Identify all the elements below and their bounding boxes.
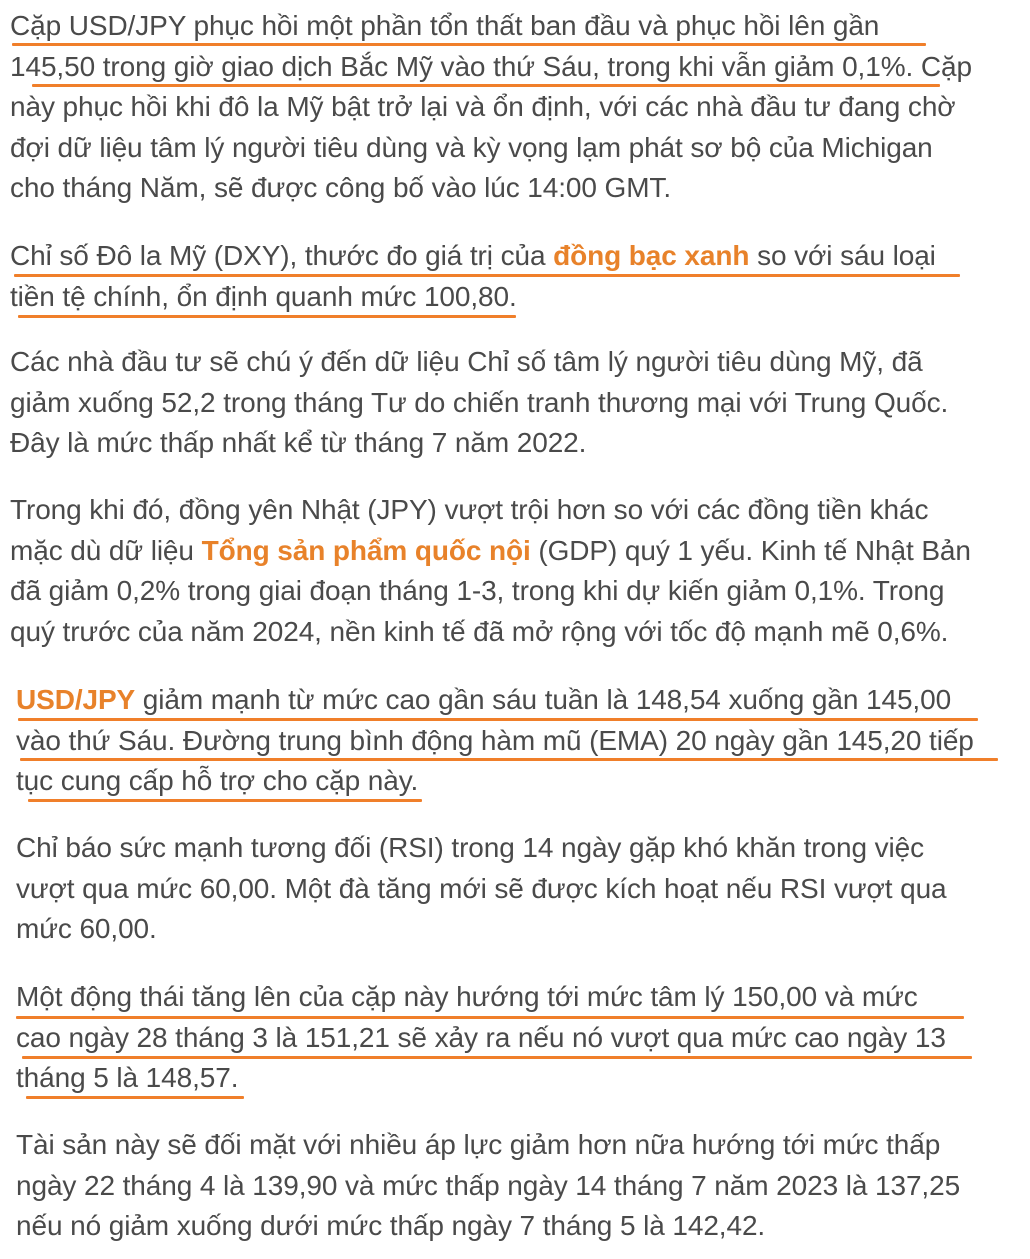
- text-line: [16, 680, 974, 721]
- text-line: vượt qua mức 60,00. Một đà tăng mới sẽ được kích hoạt nếu RSI vượt qua: [16, 872, 947, 904]
- text-segment: mặc dù dữ liệu: [10, 534, 202, 566]
- annotation-underline: [32, 84, 940, 87]
- text-line: Một động thái tăng lên của cặp này hướng tới mức tâm lý 150,00 và mức: [16, 981, 918, 1012]
- text-line: vào thứ Sáu. Đường trung bình động hàm mũ (EMA) 20 ngày gần 145,20 tiếp: [16, 724, 974, 756]
- annotation-underline: [20, 758, 998, 761]
- text-line: này phục hồi khi đô la Mỹ bật trở lại và ổn định, với các nhà đầu tư đang chờ: [10, 91, 956, 122]
- link-usdjpy[interactable]: USD/JPY: [16, 684, 136, 715]
- text-line: tục cung cấp hỗ trợ cho cặp này.: [16, 765, 419, 796]
- link-tong-san-pham-quoc-noi[interactable]: Tổng sản phẩm quốc nội: [201, 534, 531, 566]
- paragraph-usdjpy-technical: [16, 680, 974, 802]
- text-segment: so với sáu loại: [749, 240, 936, 271]
- annotation-underline: [26, 1096, 244, 1099]
- paragraph-jpy-gdp: [10, 490, 971, 652]
- text-line: Các nhà đầu tư sẽ chú ý đến dữ liệu Chỉ số tâm lý người tiêu dùng Mỹ, đã: [10, 346, 923, 377]
- text-line: nếu nó giảm xuống dưới mức thấp ngày 7 tháng 5 là 142,42.: [16, 1210, 766, 1241]
- link-dong-bac-xanh[interactable]: đồng bạc xanh: [553, 240, 750, 271]
- annotation-underline: [28, 799, 422, 802]
- text-line: quý trước của năm 2024, nền kinh tế đã mở rộng với tốc độ mạnh mẽ 0,6%.: [10, 615, 949, 647]
- text-line: cao ngày 28 tháng 3 là 151,21 sẽ xảy ra nếu nó vượt qua mức cao ngày 13: [16, 1021, 946, 1053]
- text-line: ngày 22 tháng 4 là 139,90 và mức thấp ngày 14 tháng 7 năm 2023 là 137,25: [16, 1169, 961, 1201]
- annotation-underline: [12, 43, 926, 46]
- text-segment: giảm mạnh từ mức cao gần sáu tuần là 148,54 xuống gần 145,00: [135, 684, 952, 715]
- annotation-underline: [18, 315, 516, 318]
- text-line: 145,50 trong giờ giao dịch Bắc Mỹ vào thứ Sáu, trong khi vẫn giảm 0,1%. Cặp: [10, 50, 972, 82]
- paragraph-rsi: [16, 828, 947, 950]
- text-line: Tài sản này sẽ đối mặt với nhiều áp lực giảm hơn nữa hướng tới mức thấp: [16, 1129, 941, 1160]
- text-line: Cặp USD/JPY phục hồi một phần tổn thất ban đầu và phục hồi lên gần: [10, 10, 880, 41]
- annotation-underline: [18, 718, 978, 721]
- text-line: mức 60,00.: [16, 913, 157, 944]
- text-segment: Chỉ số Đô la Mỹ (DXY), thước đo giá trị của: [10, 240, 554, 271]
- text-line: tiền tệ chính, ổn định quanh mức 100,80.: [10, 280, 517, 312]
- text-line: Chỉ báo sức mạnh tương đối (RSI) trong 14 ngày gặp khó khăn trong việc: [16, 832, 925, 863]
- text-line: Trong khi đó, đồng yên Nhật (JPY) vượt trội hơn so với các đồng tiền khác: [10, 494, 929, 525]
- text-line: [10, 236, 936, 277]
- text-line: tháng 5 là 148,57.: [16, 1062, 239, 1093]
- annotation-underline: [14, 274, 960, 277]
- paragraph-downside-scenario: [16, 1125, 960, 1247]
- text-line: đợi dữ liệu tâm lý người tiêu dùng và kỳ vọng lạm phát sơ bộ của Michigan: [10, 131, 933, 163]
- paragraph-upside-scenario: [16, 977, 946, 1099]
- text-line: đã giảm 0,2% trong giai đoạn tháng 1-3, trong khi dự kiến giảm 0,1%. Trong: [10, 575, 945, 606]
- text-segment: (GDP) quý 1 yếu. Kinh tế Nhật Bản: [530, 534, 971, 566]
- paragraph-consumer-sentiment: [10, 342, 948, 464]
- paragraph-usdjpy-recovery: [10, 6, 972, 209]
- text-line: [10, 531, 971, 572]
- annotation-underline: [16, 1016, 964, 1019]
- annotation-underline: [22, 1056, 972, 1059]
- text-line: cho tháng Năm, sẽ được công bố vào lúc 14:00 GMT.: [10, 172, 672, 203]
- text-line: giảm xuống 52,2 trong tháng Tư do chiến tranh thương mại với Trung Quốc.: [10, 386, 949, 418]
- text-line: Đây là mức thấp nhất kể từ tháng 7 năm 2022.: [10, 427, 587, 458]
